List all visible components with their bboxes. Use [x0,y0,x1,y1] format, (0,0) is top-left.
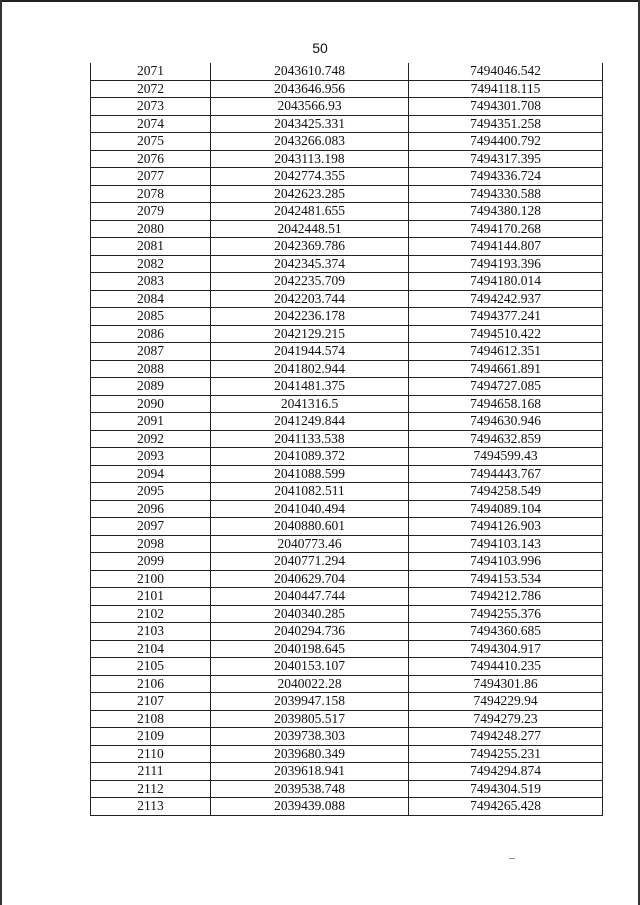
point-number-cell: 2100 [91,570,211,588]
point-number-cell: 2112 [91,780,211,798]
y-coordinate-cell: 7494170.268 [409,220,603,238]
table-row [91,763,603,781]
coordinates-table [90,63,603,816]
y-coordinate-cell: 7494443.767 [409,465,603,483]
stray-mark [509,858,515,859]
point-number-cell: 2073 [91,98,211,116]
x-coordinate-cell: 2041082.511 [211,483,409,501]
point-number-cell: 2083 [91,273,211,291]
x-coordinate-cell: 2043610.748 [211,63,409,80]
table-row [91,238,603,256]
point-number-cell: 2086 [91,325,211,343]
table-row [91,798,603,816]
table-row [91,623,603,641]
y-coordinate-cell: 7494330.588 [409,185,603,203]
point-number-cell: 2101 [91,588,211,606]
coordinates-table-body [91,63,603,815]
table-row [91,80,603,98]
y-coordinate-cell: 7494103.996 [409,553,603,571]
table-row [91,710,603,728]
table-row [91,308,603,326]
page-number: 50 [312,40,328,56]
point-number-cell: 2102 [91,605,211,623]
y-coordinate-cell: 7494118.115 [409,80,603,98]
table-row [91,570,603,588]
point-number-cell: 2084 [91,290,211,308]
x-coordinate-cell: 2039439.088 [211,798,409,816]
table-row [91,448,603,466]
table-row [91,133,603,151]
point-number-cell: 2108 [91,710,211,728]
point-number-cell: 2078 [91,185,211,203]
table-row [91,483,603,501]
point-number-cell: 2081 [91,238,211,256]
y-coordinate-cell: 7494658.168 [409,395,603,413]
y-coordinate-cell: 7494380.128 [409,203,603,221]
y-coordinate-cell: 7494317.395 [409,150,603,168]
x-coordinate-cell: 2041481.375 [211,378,409,396]
table-row [91,185,603,203]
table-row [91,290,603,308]
y-coordinate-cell: 7494294.874 [409,763,603,781]
table-row [91,98,603,116]
point-number-cell: 2103 [91,623,211,641]
y-coordinate-cell: 7494255.376 [409,605,603,623]
x-coordinate-cell: 2041089.372 [211,448,409,466]
table-row [91,395,603,413]
table-row [91,203,603,221]
point-number-cell: 2074 [91,115,211,133]
page-edge-left [0,0,2,905]
x-coordinate-cell: 2043646.956 [211,80,409,98]
y-coordinate-cell: 7494248.277 [409,728,603,746]
table-row [91,675,603,693]
table-row [91,745,603,763]
y-coordinate-cell: 7494351.258 [409,115,603,133]
table-row [91,430,603,448]
y-coordinate-cell: 7494410.235 [409,658,603,676]
table-row [91,220,603,238]
x-coordinate-cell: 2040340.285 [211,605,409,623]
x-coordinate-cell: 2039947.158 [211,693,409,711]
point-number-cell: 2080 [91,220,211,238]
point-number-cell: 2111 [91,763,211,781]
x-coordinate-cell: 2040880.601 [211,518,409,536]
y-coordinate-cell: 7494265.428 [409,798,603,816]
y-coordinate-cell: 7494255.231 [409,745,603,763]
x-coordinate-cell: 2041133.538 [211,430,409,448]
y-coordinate-cell: 7494400.792 [409,133,603,151]
point-number-cell: 2089 [91,378,211,396]
x-coordinate-cell: 2040629.704 [211,570,409,588]
table-row [91,780,603,798]
x-coordinate-cell: 2042448.51 [211,220,409,238]
y-coordinate-cell: 7494144.807 [409,238,603,256]
table-row [91,150,603,168]
y-coordinate-cell: 7494727.085 [409,378,603,396]
x-coordinate-cell: 2042774.355 [211,168,409,186]
point-number-cell: 2109 [91,728,211,746]
y-coordinate-cell: 7494153.534 [409,570,603,588]
table-row [91,553,603,571]
y-coordinate-cell: 7494301.708 [409,98,603,116]
point-number-cell: 2087 [91,343,211,361]
y-coordinate-cell: 7494126.903 [409,518,603,536]
table-row [91,343,603,361]
x-coordinate-cell: 2040294.736 [211,623,409,641]
x-coordinate-cell: 2041249.844 [211,413,409,431]
table-row [91,465,603,483]
point-number-cell: 2104 [91,640,211,658]
point-number-cell: 2094 [91,465,211,483]
table-row [91,115,603,133]
x-coordinate-cell: 2042203.744 [211,290,409,308]
x-coordinate-cell: 2042369.786 [211,238,409,256]
point-number-cell: 2088 [91,360,211,378]
table-row [91,518,603,536]
y-coordinate-cell: 7494360.685 [409,623,603,641]
x-coordinate-cell: 2039618.941 [211,763,409,781]
y-coordinate-cell: 7494612.351 [409,343,603,361]
x-coordinate-cell: 2041088.599 [211,465,409,483]
table-row [91,658,603,676]
y-coordinate-cell: 7494046.542 [409,63,603,80]
point-number-cell: 2090 [91,395,211,413]
x-coordinate-cell: 2042345.374 [211,255,409,273]
point-number-cell: 2071 [91,63,211,80]
y-coordinate-cell: 7494304.917 [409,640,603,658]
point-number-cell: 2079 [91,203,211,221]
x-coordinate-cell: 2043566.93 [211,98,409,116]
table-row [91,168,603,186]
point-number-cell: 2107 [91,693,211,711]
point-number-cell: 2076 [91,150,211,168]
y-coordinate-cell: 7494336.724 [409,168,603,186]
x-coordinate-cell: 2040153.107 [211,658,409,676]
table-row [91,360,603,378]
point-number-cell: 2095 [91,483,211,501]
x-coordinate-cell: 2042623.285 [211,185,409,203]
point-number-cell: 2113 [91,798,211,816]
y-coordinate-cell: 7494661.891 [409,360,603,378]
y-coordinate-cell: 7494599.43 [409,448,603,466]
point-number-cell: 2098 [91,535,211,553]
x-coordinate-cell: 2039805.517 [211,710,409,728]
x-coordinate-cell: 2041316.5 [211,395,409,413]
x-coordinate-cell: 2041944.574 [211,343,409,361]
y-coordinate-cell: 7494242.937 [409,290,603,308]
table-row [91,500,603,518]
point-number-cell: 2105 [91,658,211,676]
point-number-cell: 2093 [91,448,211,466]
x-coordinate-cell: 2041802.944 [211,360,409,378]
table-row [91,588,603,606]
point-number-cell: 2072 [91,80,211,98]
y-coordinate-cell: 7494193.396 [409,255,603,273]
x-coordinate-cell: 2043425.331 [211,115,409,133]
point-number-cell: 2091 [91,413,211,431]
table-row [91,728,603,746]
x-coordinate-cell: 2040022.28 [211,675,409,693]
y-coordinate-cell: 7494180.014 [409,273,603,291]
y-coordinate-cell: 7494632.859 [409,430,603,448]
table-row [91,693,603,711]
y-coordinate-cell: 7494103.143 [409,535,603,553]
y-coordinate-cell: 7494089.104 [409,500,603,518]
point-number-cell: 2075 [91,133,211,151]
x-coordinate-cell: 2039738.303 [211,728,409,746]
table-row [91,535,603,553]
x-coordinate-cell: 2042235.709 [211,273,409,291]
point-number-cell: 2082 [91,255,211,273]
y-coordinate-cell: 7494279.23 [409,710,603,728]
y-coordinate-cell: 7494377.241 [409,308,603,326]
table-row [91,255,603,273]
point-number-cell: 2110 [91,745,211,763]
point-number-cell: 2096 [91,500,211,518]
page-edge-top [0,0,640,2]
x-coordinate-cell: 2041040.494 [211,500,409,518]
y-coordinate-cell: 7494301.86 [409,675,603,693]
y-coordinate-cell: 7494212.786 [409,588,603,606]
x-coordinate-cell: 2043113.198 [211,150,409,168]
table-row [91,605,603,623]
x-coordinate-cell: 2039680.349 [211,745,409,763]
x-coordinate-cell: 2042481.655 [211,203,409,221]
x-coordinate-cell: 2042236.178 [211,308,409,326]
y-coordinate-cell: 7494258.549 [409,483,603,501]
table-row [91,640,603,658]
table-row [91,325,603,343]
point-number-cell: 2092 [91,430,211,448]
table-row [91,273,603,291]
y-coordinate-cell: 7494229.94 [409,693,603,711]
y-coordinate-cell: 7494304.519 [409,780,603,798]
x-coordinate-cell: 2040198.645 [211,640,409,658]
point-number-cell: 2099 [91,553,211,571]
table-row [91,413,603,431]
x-coordinate-cell: 2043266.083 [211,133,409,151]
y-coordinate-cell: 7494510.422 [409,325,603,343]
point-number-cell: 2085 [91,308,211,326]
x-coordinate-cell: 2039538.748 [211,780,409,798]
table-row [91,63,603,80]
table-row [91,378,603,396]
point-number-cell: 2106 [91,675,211,693]
y-coordinate-cell: 7494630.946 [409,413,603,431]
x-coordinate-cell: 2040771.294 [211,553,409,571]
x-coordinate-cell: 2040773.46 [211,535,409,553]
x-coordinate-cell: 2042129.215 [211,325,409,343]
point-number-cell: 2097 [91,518,211,536]
x-coordinate-cell: 2040447.744 [211,588,409,606]
point-number-cell: 2077 [91,168,211,186]
